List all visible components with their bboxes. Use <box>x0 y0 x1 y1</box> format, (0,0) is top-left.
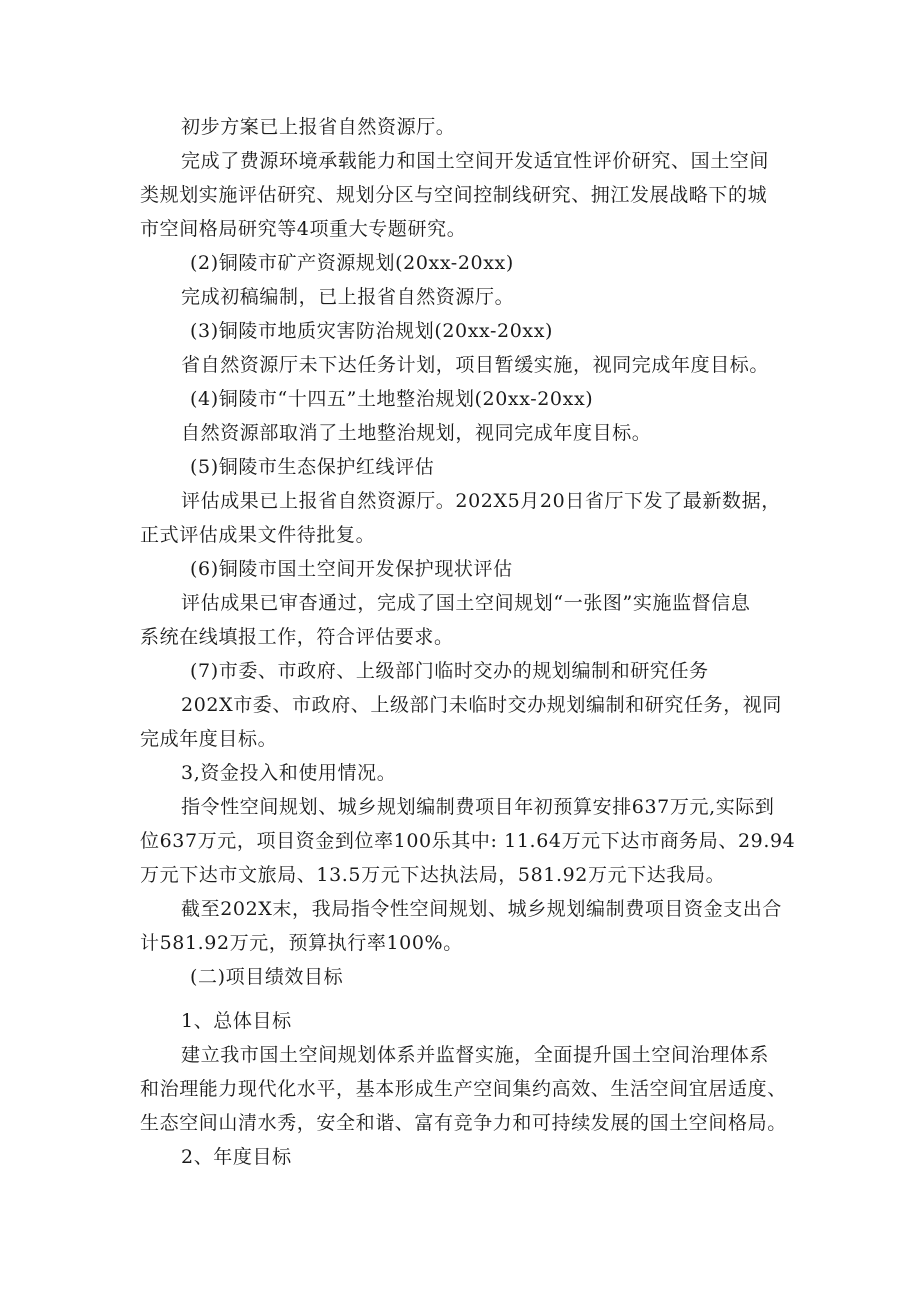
text-line: 位637万元，项目资金到位率100乐其中: 11.64万元下达市商务局、29.94 <box>140 830 796 852</box>
text-line: 评估成果已上报省自然资源厅。202X5月20日省厅下发了最新数据， <box>181 490 781 512</box>
text-line: 省自然资源厅未下达任务计划，项目暂缓实施，视同完成年度目标。 <box>181 354 770 376</box>
text-line: 1、总体目标 <box>181 1010 292 1032</box>
text-line: 万元下达市文旅局、13.5万元下达执法局，581.92万元下达我局。 <box>140 864 726 886</box>
text-line: (6)铜陵市国土空间开发保护现状评估 <box>190 558 513 580</box>
text-line: 正式评估成果文件待批复。 <box>140 524 376 546</box>
text-line: 完成了费源环境承载能力和国土空间开发适宜性评价研究、国土空间 <box>181 150 770 172</box>
text-line: 2、年度目标 <box>181 1146 292 1168</box>
text-line: 初步方案已上报省自然资源厅。 <box>181 116 456 138</box>
text-line: 生态空间山清水秀，安全和谐、富有竞争力和可持续发展的国土空间格局。 <box>140 1112 787 1134</box>
text-line: 系统在线填报工作，符合评估要求。 <box>140 626 454 648</box>
text-line: (二)项目绩效目标 <box>190 966 344 988</box>
text-line: 指令性空间规划、城乡规划编制费项目年初预算安排637万元,实际到 <box>181 796 775 818</box>
text-line: 市空间格局研究等4项重大专题研究。 <box>140 218 467 240</box>
text-line: 自然资源部取消了土地整治规划，视同完成年度目标。 <box>181 422 652 444</box>
text-line: (3)铜陵市地质灾害防治规划(20xx-20xx) <box>190 320 554 342</box>
text-line: 类规划实施评估研究、规划分区与空间控制线研究、拥江发展战略下的城 <box>140 184 768 206</box>
text-line: (5)铜陵市生态保护红线评估 <box>190 456 435 478</box>
text-line: 完成初稿编制，已上报省自然资源厅。 <box>181 286 515 308</box>
text-line: 建立我市国土空间规划体系并监督实施，全面提升国土空间治理体系 <box>181 1044 770 1066</box>
text-line: 完成年度目标。 <box>140 728 278 750</box>
text-line: 202X市委、市政府、上级部门未临时交办规划编制和研究任务，视同 <box>181 694 782 716</box>
text-line: 3,资金投入和使用情况。 <box>181 762 397 784</box>
text-line: 截至202X末，我局指令性空间规划、城乡规划编制费项目资金支出合 <box>181 898 782 920</box>
text-line: (4)铜陵市“十四五”土地整治规划(20xx-20xx) <box>190 388 594 410</box>
text-line: (7)市委、市政府、上级部门临时交办的规划编制和研究任务 <box>190 660 709 682</box>
text-line: (2)铜陵市矿产资源规划(20xx-20xx) <box>190 252 514 274</box>
text-line: 评估成果已审杳通过，完成了国土空间规划“一张图”实施监督信息 <box>181 592 751 614</box>
text-line: 计581.92万元，预算执行率100%。 <box>140 932 463 954</box>
text-line: 和治理能力现代化水平，基本形成生产空间集约高效、生活空间宜居适度、 <box>140 1078 787 1100</box>
